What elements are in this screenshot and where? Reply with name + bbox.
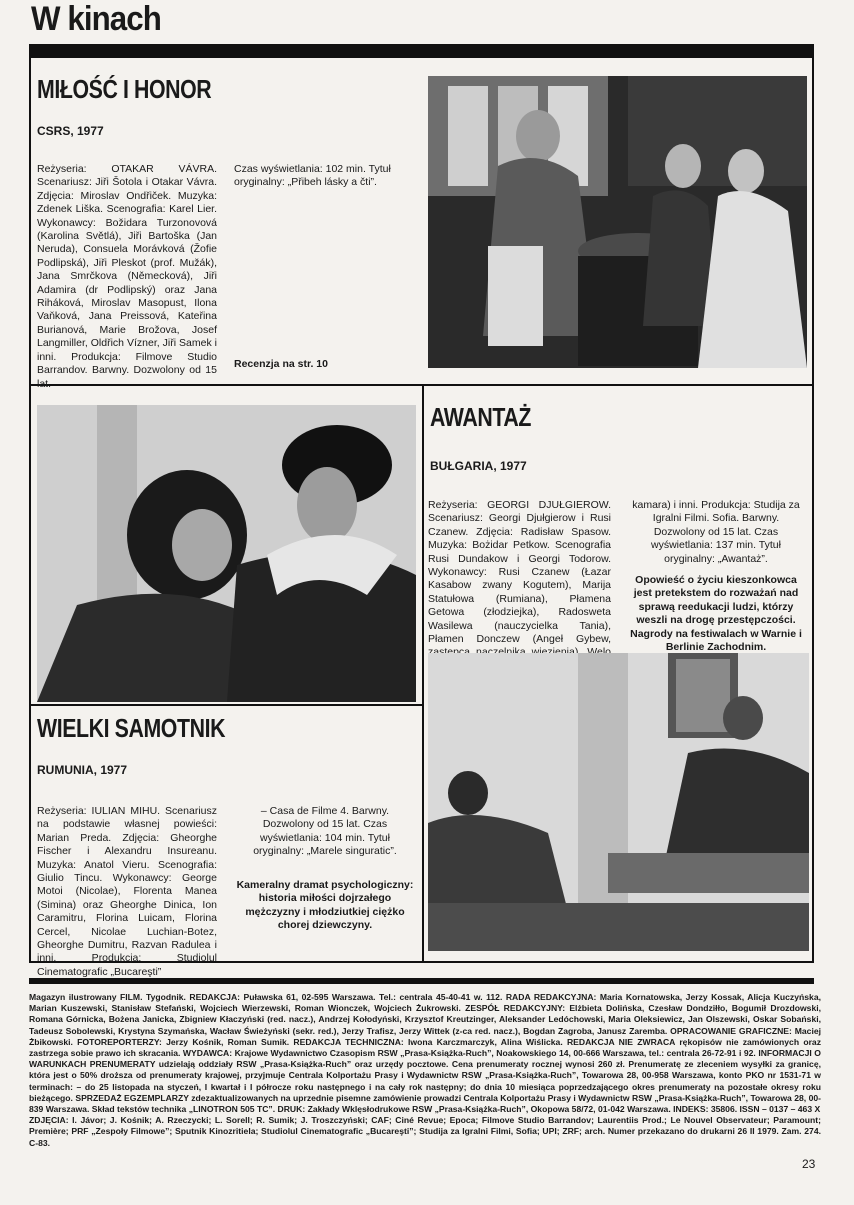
- film-credits-col1: Reżyseria: OTAKAR VÁVRA. Scenariusz: Jiři Šotola i Otakar Vávra. Zdjęcia: Miroslav Ondřiček. Muzyka: Zdenek Liška. Scenografia: Karel Lier. Wykonawcy: Božidara Turzonovová (Karolina Světlá), Jiři Bartoška (Jan Neruda), Consuela Morávková (Žofie Podlipská), Jiři Pleskot (prof. Mužák), Jana Smrčkova (Německová), Jiři Adamira (dr Podlipský) oraz Jana Riháková, Miroslav Masopust, Ilona Vaňková, Jana Preissová, Kateřina Burianová, Marie Brožova, Josef Langmiller, Oldřich Vízner, Jiři Samek i inni. Produkcja: Filmove Studio Barrandov. Barwny. Dozwolony od 15 lat.: [37, 163, 217, 390]
- film-title: MIŁOŚĆ I HONOR: [37, 74, 212, 104]
- review-reference: Recenzja na str. 10: [234, 358, 328, 370]
- divider-left-photo: [29, 704, 424, 706]
- film-credits-col2: – Casa de Filme 4. Barwny. Dozwolony od 15 lat. Czas wyświetlania: 104 min. Tytuł oryginalny: „Marele singuratic”.: [253, 805, 397, 858]
- film-country: CSRS, 1977: [37, 124, 104, 138]
- film-blurb: Kameralny dramat psychologiczny: historia miłości dojrzałego mężczyzny i młodziutkiej ciężko chorej dziewczyny.: [236, 879, 414, 932]
- masthead: [29, 992, 821, 1149]
- film-still-milosc-i-honor: [428, 76, 807, 368]
- film-country: RUMUNIA, 1977: [37, 763, 128, 777]
- top-rule: [29, 44, 814, 58]
- film-blurb: Opowieść o życiu kieszonkowca jest pretekstem do rozważań nad sprawą reedukacji ludzi, którzy weszli na drogę przestępczości. Nagrody na festiwalach w Warnie i Berlinie Zachodnim.: [630, 574, 802, 654]
- frame-left: [29, 58, 31, 962]
- section-heading: W kinach: [31, 0, 161, 38]
- film-credits-col2: Czas wyświetlania: 102 min. Tytuł oryginalny: „Přibeh lásky a čti”.: [234, 163, 391, 189]
- film-credits-col2: kamara) i inni. Produkcja: Studija za Igralni Filmi. Sofia. Barwny. Dozwolony od 15 lat. Czas wyświetlania: 137 min. Tytuł oryginalny: „Awantaż”.: [632, 499, 800, 565]
- film-title: WIELKI SAMOTNIK: [37, 713, 226, 743]
- film-still-awantaz: [428, 653, 809, 951]
- film-still-wielki-samotnik: [37, 405, 416, 702]
- masthead-text: Magazyn ilustrowany FILM. Tygodnik. REDAKCJA: Puławska 61, 02-595 Warszawa. Tel.: centrala 45-40-41 w. 112. RADA REDAKCYJNA: Maria Kornatowska, Jerzy Kossak, Alicja Kuczyńska, Marian Kuszewski, Stanisław Stefański, Wojciech Wierzewski, Roman Wionczek, Wojciech Żukrowski. ZESPÓŁ REDAKCYJNY: Elżbieta Dolińska, Czesław Dondziłło, Bogumił Drozdowski, Romana Górnicka, Bożena Janicka, Zbigniew Kłaczyński (red. nacz.), Andrzej Kołodyński, Krzysztof Kreutzinger, Aleksander Ledóchowski, Maria Oleksiewicz, Jan Olszewski, Oskar Sobański, Tadeusz Sobolewski, Krystyna Szymańska, Wacław Świeżyński (sekr. red.), Jerzy Trafisz, Jerzy Wittek (z-ca red. nacz.), Bogdan Zagroba, Janusz Zaremba. OPRACOWANIE GRAFICZNE: Maciej Żbikowski. FOTOREPORTERZY: Jerzy Kośnik, Roman Sumik. REDAKCJA TECHNICZNA: Iwona Karczmarczyk, Alina Wiślicka. REDAKCJA NIE ZWRACA rękopisów nie zamówionych oraz zastrzega sobie prawo ich skracania. WYDAWCA: Krajowe Wydawnictwo Czasopism RSW „Prasa-Książka-Ruch”, Noakowskiego 14, 00-666 Warszawa, tel.: centrala 26-72-91 i 92. INFORMACJI O WARUNKACH PRENUMERATY udzielają oddziały RSW „Prasa-Książka-Ruch” oraz urzędy pocztowe. Cena prenumeraty rocznej wynosi 260 zł. Prenumeratę ze zleceniem wysyłki za granicę, która jest o 50% droższa od prenumeraty krajowej, przyjmuje Centrala Kolportażu Prasy i Wydawnictw RSW „Prasa-Książka-Ruch”, Towarowa 28, 00-958 Warszawa, konto PKO nr 1531-71 w terminach: – do 25 listopada na styczeń, I kwartał i I półrocze roku następnego i na cały rok następny; do dnia 10 miesiąca poprzedzającego okres prenumeraty na pozostałe okresy roku bieżącego. SPRZEDAŻ EGZEMPLARZY zdezaktualizowanych na uprzednie pisemne zamówienie prowadzi Centrala Kolportażu Prasy i Wydawnictw RSW „Prasa-Książka-Ruch”, Towarowa 28, 00-839 Warszawa. Skład tekstów technika „LINOTRON 505 TC”. DRUK: Zakłady Wklęsłodrukowe RSW „Prasa-Książka-Ruch”, Okopowa 58/72, 01-042 Warszawa. INDEKS: 35806. ISSN – 0137 – 463 X: [29, 992, 821, 1115]
- film-credits-col1: Reżyseria: GEORGI DJUŁGIEROW. Scenariusz: Georgi Djułgierow i Rusi Czanew. Zdjęcia: Radisław Spasow. Muzyka: Bożidar Petkow. Scenografia Rusi Dundakow i Georgi Todorow. Wykonawcy: Rusi Czanew (Łazar Kasabow zwany Kogutem), Marija Statułowa (Rumiana), Płamena Getowa (złodziejka), Radosweta Wasilewa (nauczycielka Tania), Płamen Donczew (Angeł Gybew,: [428, 499, 611, 646]
- divider-col: [422, 384, 424, 962]
- film-credits-col1: Reżyseria: IULIAN MIHU. Scenariusz na podstawie własnej powieści: Marian Preda. Zdjęcia: Gheorghe Fischer i Alexandru Insureanu. Muzyka: Anatol Vieru. Scenografia: Giulio Tincu. Wykonawcy: George Motoi (Nicolae), Florenta Manea (Simina) oraz Gheorghe Dinica, Ion Caramitru, Florina Luicam, Florina Cercel, Nicolae Luchian-Botez, Gheorghe Dumitru, Razvan Radulea i inni. Produkcja: Studiolul Cinematografic „Bucareşti”: [37, 805, 217, 978]
- film-country: BUŁGARIA, 1977: [430, 459, 527, 473]
- page-number: 23: [802, 1157, 816, 1171]
- film-title: AWANTAŻ: [430, 402, 531, 432]
- photo-credits: ZDJĘCIA: I. Jávor; J. Kośnik; A. Rzeczycki; L. Sorell; R. Sumik; J. Troszczyński; CAF; Ciné Revue; Epoca; Filmove Studio Barrandov; Laurentiis Prod.; Le Nouvel Observateur; Paramount; Première; PRF „Zespoły Filmowe”; Sputnik Kinozritiela; Studiolul Cinematografic „Bucareşti”; Studija za Igralni Filmi, Sofia; UPI; ZRF; arch. Numer przekazano do drukarni 26 II 1979. Zam. 274. C-83.: [29, 1115, 821, 1148]
- frame-right: [812, 58, 814, 962]
